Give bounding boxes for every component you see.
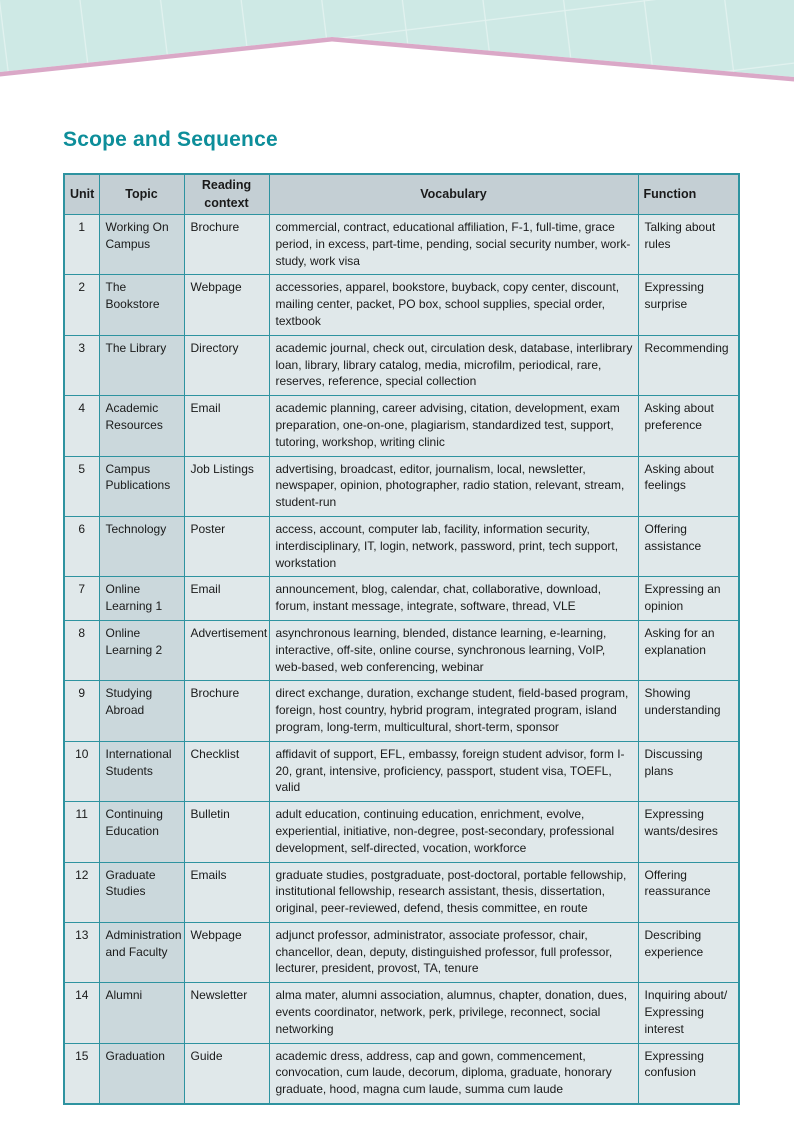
page-header-banner bbox=[0, 0, 794, 85]
function-cell: Talking about rules bbox=[638, 215, 739, 275]
topic-cell: The Bookstore bbox=[99, 275, 184, 335]
unit-cell: 3 bbox=[64, 335, 99, 395]
table-row bbox=[64, 922, 739, 982]
reading-context-cell: Brochure bbox=[184, 215, 269, 275]
reading-context-cell: Email bbox=[184, 577, 269, 621]
function-cell: Offering assistance bbox=[638, 516, 739, 576]
header-unit: Unit bbox=[64, 174, 99, 215]
table-row bbox=[64, 741, 739, 801]
unit-cell: 15 bbox=[64, 1043, 99, 1104]
function-cell: Discussing plans bbox=[638, 741, 739, 801]
vocabulary-cell: academic dress, address, cap and gown, commencement, convocation, cum laude, decorum, diploma, graduate, honorary graduate, hood, magna cum laude, summa cum laude bbox=[269, 1043, 638, 1104]
function-cell: Expressing wants/desires bbox=[638, 802, 739, 862]
function-cell: Expressing confusion bbox=[638, 1043, 739, 1104]
topic-cell: Alumni bbox=[99, 983, 184, 1043]
topic-cell: Graduate Studies bbox=[99, 862, 184, 922]
function-cell: Inquiring about/ Expressing interest bbox=[638, 983, 739, 1043]
vocabulary-cell: direct exchange, duration, exchange student, field-based program, foreign, host country, hybrid program, integrated program, island program, long-term, multicultural, short-term, sponsor bbox=[269, 681, 638, 741]
unit-cell: 1 bbox=[64, 215, 99, 275]
table-row bbox=[64, 681, 739, 741]
topic-cell: Campus Publications bbox=[99, 456, 184, 516]
function-cell: Expressing surprise bbox=[638, 275, 739, 335]
unit-cell: 6 bbox=[64, 516, 99, 576]
reading-context-cell: Webpage bbox=[184, 922, 269, 982]
topic-cell: The Library bbox=[99, 335, 184, 395]
function-cell: Showing understanding bbox=[638, 681, 739, 741]
table-row bbox=[64, 577, 739, 621]
banner-tile-pattern bbox=[0, 0, 794, 77]
vocabulary-cell: asynchronous learning, blended, distance learning, e-learning, interactive, off-site, online course, synchronous learning, VoIP, web-based, web conferencing, webinar bbox=[269, 620, 638, 680]
vocabulary-cell: alma mater, alumni association, alumnus, chapter, donation, dues, events coordinator, network, perk, privilege, reconnect, social networking bbox=[269, 983, 638, 1043]
table-row bbox=[64, 862, 739, 922]
unit-cell: 5 bbox=[64, 456, 99, 516]
function-cell: Asking about preference bbox=[638, 396, 739, 456]
vocabulary-cell: advertising, broadcast, editor, journalism, local, newsletter, newspaper, opinion, photographer, radio station, relevant, stream, student-run bbox=[269, 456, 638, 516]
table-row bbox=[64, 275, 739, 335]
table-row bbox=[64, 456, 739, 516]
reading-context-cell: Emails bbox=[184, 862, 269, 922]
vocabulary-cell: commercial, contract, educational affiliation, F-1, full-time, grace period, in excess, part-time, pending, social security number, work-study, work visa bbox=[269, 215, 638, 275]
unit-cell: 9 bbox=[64, 681, 99, 741]
unit-cell: 4 bbox=[64, 396, 99, 456]
unit-cell: 2 bbox=[64, 275, 99, 335]
topic-cell: Graduation bbox=[99, 1043, 184, 1104]
vocabulary-cell: announcement, blog, calendar, chat, collaborative, download, forum, instant message, integrate, software, thread, VLE bbox=[269, 577, 638, 621]
header-topic: Topic bbox=[99, 174, 184, 215]
topic-cell: Online Learning 1 bbox=[99, 577, 184, 621]
topic-cell: Working On Campus bbox=[99, 215, 184, 275]
reading-context-cell: Newsletter bbox=[184, 983, 269, 1043]
unit-cell: 12 bbox=[64, 862, 99, 922]
table-row bbox=[64, 516, 739, 576]
vocabulary-cell: adjunct professor, administrator, associate professor, chair, chancellor, dean, deputy, distinguished professor, full professor, lecturer, president, provost, TA, tenure bbox=[269, 922, 638, 982]
table-row bbox=[64, 396, 739, 456]
unit-cell: 14 bbox=[64, 983, 99, 1043]
function-cell: Asking about feelings bbox=[638, 456, 739, 516]
reading-context-cell: Poster bbox=[184, 516, 269, 576]
table-row bbox=[64, 983, 739, 1043]
header-vocabulary: Vocabulary bbox=[269, 174, 638, 215]
topic-cell: International Students bbox=[99, 741, 184, 801]
header-reading-context: Reading context bbox=[184, 174, 269, 215]
vocabulary-cell: accessories, apparel, bookstore, buyback, copy center, discount, mailing center, packet, PO box, school supplies, special order, textbook bbox=[269, 275, 638, 335]
reading-context-cell: Guide bbox=[184, 1043, 269, 1104]
function-cell: Expressing an opinion bbox=[638, 577, 739, 621]
banner-graphic bbox=[0, 0, 794, 85]
topic-cell: Technology bbox=[99, 516, 184, 576]
page-content bbox=[63, 128, 738, 1105]
table-header-row bbox=[64, 174, 739, 215]
vocabulary-cell: access, account, computer lab, facility, information security, interdisciplinary, IT, login, network, password, print, tech support, workstation bbox=[269, 516, 638, 576]
topic-cell: Administration and Faculty bbox=[99, 922, 184, 982]
reading-context-cell: Brochure bbox=[184, 681, 269, 741]
topic-cell: Academic Resources bbox=[99, 396, 184, 456]
unit-cell: 11 bbox=[64, 802, 99, 862]
function-cell: Offering reassurance bbox=[638, 862, 739, 922]
vocabulary-cell: academic journal, check out, circulation desk, database, interlibrary loan, library, library catalog, media, microfilm, periodical, rare, reserves, reference, special collection bbox=[269, 335, 638, 395]
reading-context-cell: Checklist bbox=[184, 741, 269, 801]
unit-cell: 7 bbox=[64, 577, 99, 621]
topic-cell: Studying Abroad bbox=[99, 681, 184, 741]
table-row bbox=[64, 335, 739, 395]
vocabulary-cell: academic planning, career advising, citation, development, exam preparation, one-on-one, plagiarism, standardized test, support, tutoring, workshop, writing clinic bbox=[269, 396, 638, 456]
table-row bbox=[64, 802, 739, 862]
table-row bbox=[64, 620, 739, 680]
topic-cell: Continuing Education bbox=[99, 802, 184, 862]
scope-sequence-table bbox=[63, 173, 740, 1105]
function-cell: Asking for an explanation bbox=[638, 620, 739, 680]
vocabulary-cell: adult education, continuing education, enrichment, evolve, experiential, initiative, non-degree, post-secondary, professional development, self-directed, vocation, workforce bbox=[269, 802, 638, 862]
vocabulary-cell: graduate studies, postgraduate, post-doctoral, portable fellowship, institutional fellowship, research assistant, thesis, dissertation, original, peer-reviewed, defend, thesis committee, en route bbox=[269, 862, 638, 922]
reading-context-cell: Advertisement bbox=[184, 620, 269, 680]
vocabulary-cell: affidavit of support, EFL, embassy, foreign student advisor, form I-20, grant, intensive, proficiency, passport, student visa, TOEFL, valid bbox=[269, 741, 638, 801]
table-row bbox=[64, 1043, 739, 1104]
unit-cell: 10 bbox=[64, 741, 99, 801]
function-cell: Describing experience bbox=[638, 922, 739, 982]
function-cell: Recommending bbox=[638, 335, 739, 395]
reading-context-cell: Webpage bbox=[184, 275, 269, 335]
reading-context-cell: Directory bbox=[184, 335, 269, 395]
table-row bbox=[64, 215, 739, 275]
unit-cell: 8 bbox=[64, 620, 99, 680]
topic-cell: Online Learning 2 bbox=[99, 620, 184, 680]
header-function: Function bbox=[638, 174, 739, 215]
page-title: Scope and Sequence bbox=[63, 128, 278, 151]
reading-context-cell: Bulletin bbox=[184, 802, 269, 862]
reading-context-cell: Job Listings bbox=[184, 456, 269, 516]
reading-context-cell: Email bbox=[184, 396, 269, 456]
unit-cell: 13 bbox=[64, 922, 99, 982]
